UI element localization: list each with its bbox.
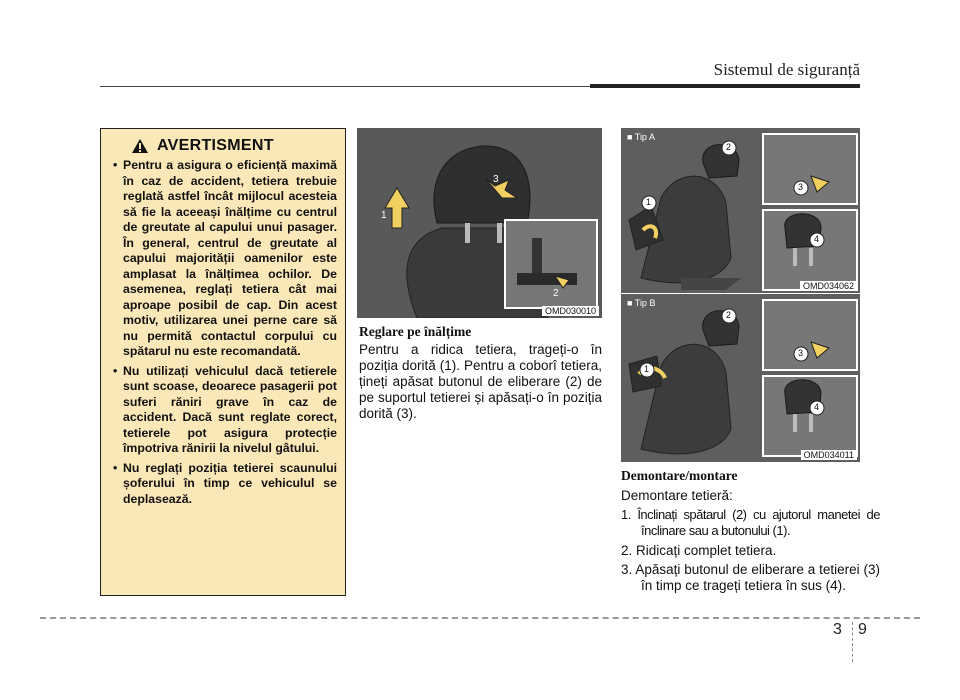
headrest-removal-figure-type-a bbox=[621, 128, 860, 293]
callout-4: 4 bbox=[814, 234, 820, 244]
warning-triangle-icon bbox=[131, 138, 149, 154]
warning-header bbox=[131, 137, 337, 155]
seat-illustration bbox=[621, 294, 860, 462]
figure-variant-tag: ■ Tip A bbox=[627, 132, 655, 142]
headrest-illustration bbox=[357, 128, 602, 318]
callout-3: 3 bbox=[798, 182, 804, 192]
figure-code: OMD034062 bbox=[800, 281, 857, 291]
headrest-removal-figure-type-b bbox=[621, 294, 860, 462]
seat-illustration bbox=[621, 128, 860, 293]
callout-1: 1 bbox=[381, 210, 387, 221]
header-rule-accent bbox=[590, 84, 860, 88]
callout-3: 3 bbox=[493, 174, 499, 185]
warning-item: • Nu utilizați vehiculul dacă tetierele sunt scoase, deoarece pasagerii pot suferi răniri grave în caz de accident. Dacă sunt reglate corect, tetierele pot asigura protecție împotriva rănirii la nivelul gâtului. bbox=[109, 364, 337, 457]
callout-1: 1 bbox=[644, 364, 650, 374]
height-adjustment-text: Pentru a ridica tetiera, trageți-o în poziția dorită (1). Pentru a coborî tetiera, țineți apăsat butonul de eliberare (2) de pe suportul tetierei și apăsați-o în poziția dorită (3). bbox=[359, 342, 602, 421]
removal-intro: Demontare tetieră: bbox=[621, 488, 733, 503]
page-number-separator bbox=[852, 622, 854, 662]
page-number-value: 9 bbox=[858, 621, 867, 638]
figure-code: OMD034011 bbox=[801, 450, 857, 460]
callout-2: 2 bbox=[553, 288, 559, 299]
chapter-number: 3 bbox=[833, 621, 842, 638]
callout-3: 3 bbox=[798, 348, 804, 358]
removal-step: 2. Ridicați complet tetiera. bbox=[621, 543, 777, 558]
warning-item: • Pentru a asigura o eficiență maximă în caz de accident, tetiera trebuie reglată astfel încât mijlocul acesteia să fie la aceeași înălțime cu centrul de greutate al capului unui pasager. În general, centrul de greutate al capului majorității oamenilor este amplasat la înălțimea ochilor. De asemenea, reglați tetiera cât mai aproape posibil de cap. Din acest motiv, utilizarea unei perne care să nu permită contactul corpului cu spătarul nu este recomandată. bbox=[109, 158, 337, 360]
headrest-height-figure bbox=[357, 128, 602, 318]
callout-2: 2 bbox=[726, 310, 732, 320]
callout-2: 2 bbox=[726, 142, 732, 152]
warning-title: AVERTISMENT bbox=[157, 137, 274, 154]
figure-code: OMD030010 bbox=[542, 306, 599, 316]
height-adjustment-heading: Reglare pe înălțime bbox=[359, 324, 472, 339]
figure-variant-tag: ■ Tip B bbox=[627, 298, 656, 308]
warning-box bbox=[100, 128, 346, 596]
removal-step: 3. Apăsați butonul de eliberare a tetierei (3) în timp ce trageți tetiera în sus (4). bbox=[621, 562, 880, 593]
footer-rule bbox=[40, 617, 920, 619]
warning-item: • Nu reglați poziția tetierei scaunului șoferului în timp ce vehiculul se deplasează. bbox=[109, 461, 337, 508]
page-header-title: Sistemul de siguranță bbox=[713, 60, 860, 79]
callout-4: 4 bbox=[814, 402, 820, 412]
removal-heading: Demontare/montare bbox=[621, 468, 738, 483]
removal-step: 1. Înclinați spătarul (2) cu ajutorul manetei de înclinare sau a butonului (1). bbox=[621, 507, 880, 538]
callout-1: 1 bbox=[646, 197, 652, 207]
